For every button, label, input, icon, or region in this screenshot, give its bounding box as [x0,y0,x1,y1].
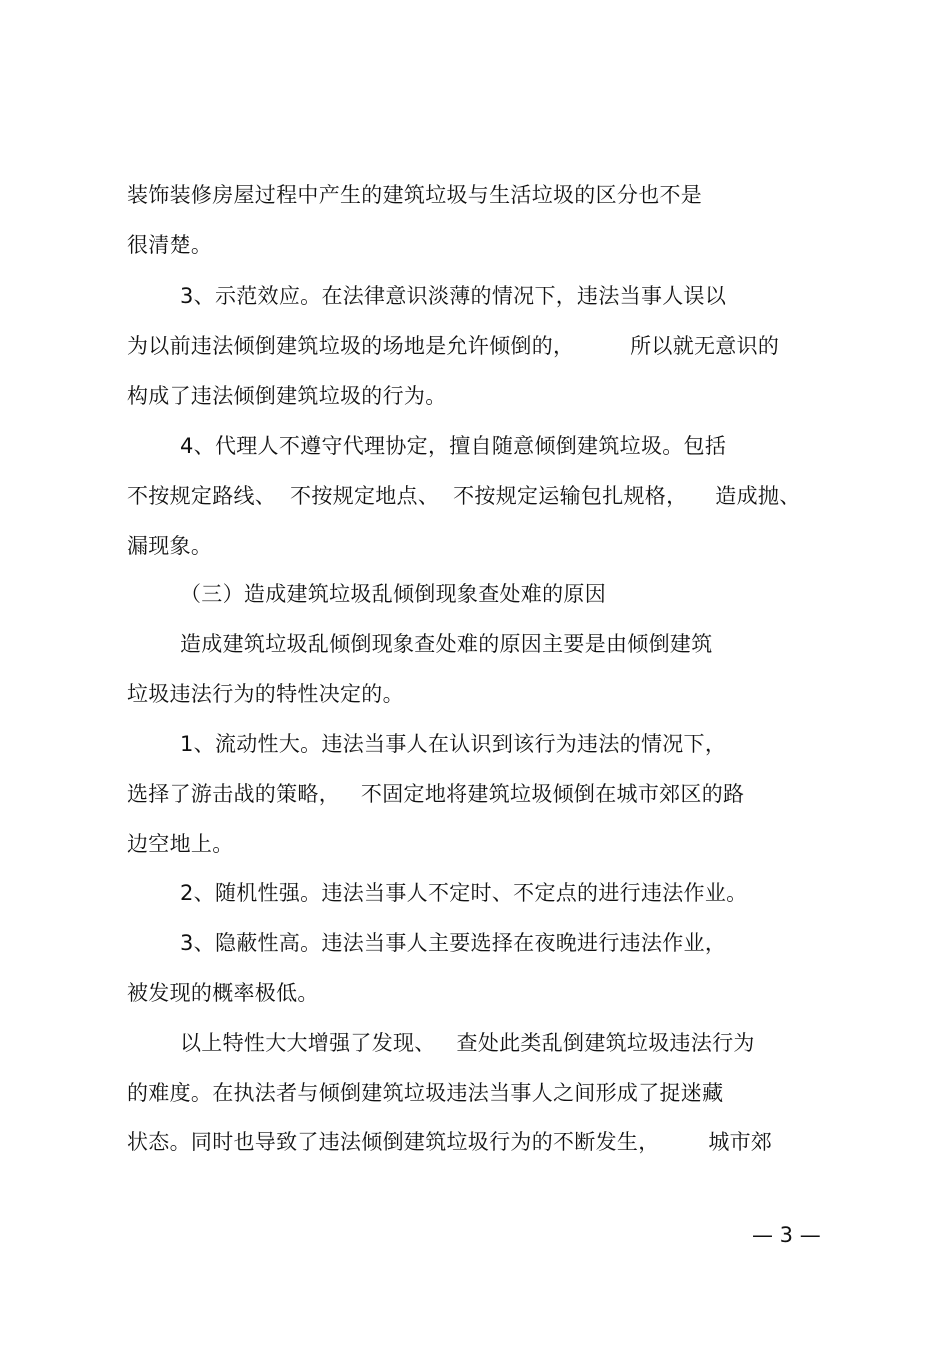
paragraph-line: 的难度。在执法者与倾倒建筑垃圾违法当事人之间形成了捉迷藏 [127,1081,724,1105]
paragraph-line: 1、流动性大。违法当事人在认识到该行为违法的情况下， [180,732,727,756]
paragraph-line: 不按规定路线、 不按规定地点、 不按规定运输包扎规格， 造成抛、 [127,484,801,508]
paragraph-line: 为以前违法倾倒建筑垃圾的场地是允许倾倒的， 所以就无意识的 [127,334,780,358]
paragraph-line: 漏现象。 [127,534,213,558]
paragraph-line: 3、示范效应。在法律意识淡薄的情况下，违法当事人误以 [180,284,727,308]
paragraph-line: 状态。同时也导致了违法倾倒建筑垃圾行为的不断发生， 城市郊 [127,1130,773,1154]
paragraph-line: 3、隐蔽性高。违法当事人主要选择在夜晚进行违法作业， [180,931,727,955]
paragraph-line: 以上特性大大增强了发现、 查处此类乱倒建筑垃圾违法行为 [180,1031,755,1055]
paragraph-line: 4、代理人不遵守代理协定，擅自随意倾倒建筑垃圾。包括 [180,434,727,458]
section-heading: （三）造成建筑垃圾乱倾倒现象查处难的原因 [180,582,606,606]
paragraph-line: 边空地上。 [127,832,234,856]
page-number: — 3 — [752,1223,821,1247]
paragraph-line: 2、随机性强。违法当事人不定时、不定点的进行违法作业。 [180,881,748,905]
paragraph-line: 构成了违法倾倒建筑垃圾的行为。 [127,384,447,408]
paragraph-line: 造成建筑垃圾乱倾倒现象查处难的原因主要是由倾倒建筑 [180,632,713,656]
paragraph-line: 很清楚。 [127,233,213,257]
paragraph-line: 垃圾违法行为的特性决定的。 [127,682,404,706]
paragraph-line: 被发现的概率极低。 [127,981,319,1005]
paragraph-line: 选择了游击战的策略， 不固定地将建筑垃圾倾倒在城市郊区的路 [127,782,745,806]
paragraph-line: 装饰装修房屋过程中产生的建筑垃圾与生活垃圾的区分也不是 [127,183,703,207]
